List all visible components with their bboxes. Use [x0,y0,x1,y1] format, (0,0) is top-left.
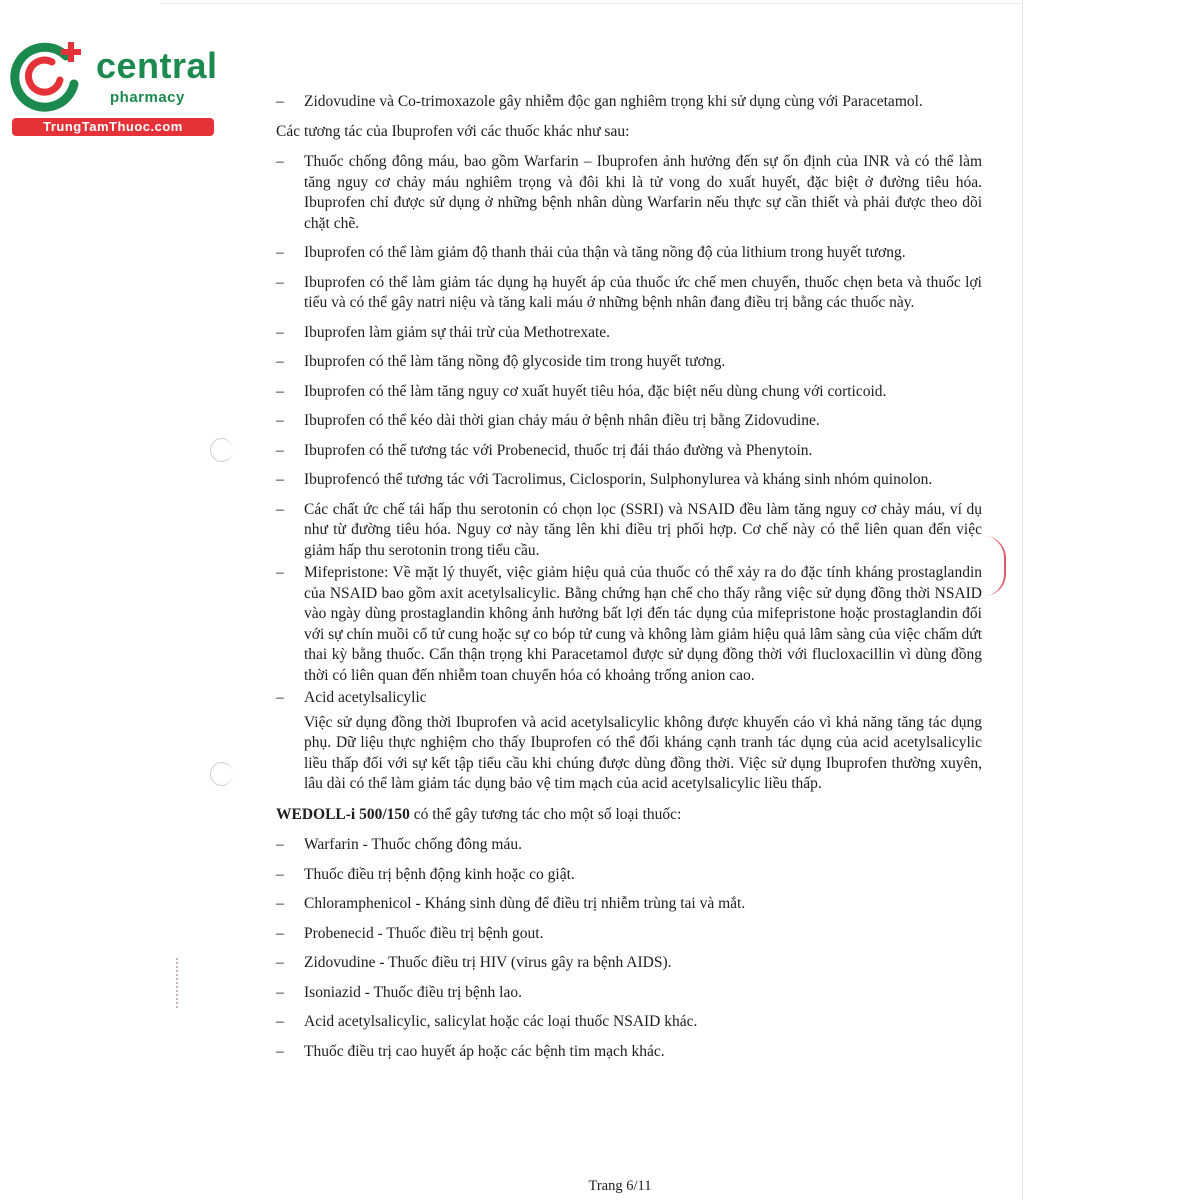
punch-hole-mark [210,762,233,786]
section-heading-text: có thể gây tương tác cho một số loại thuốc: [409,805,682,823]
list-dash: – [276,924,284,942]
list-item [270,500,982,562]
list-item-text: Ibuprofencó thể tương tác với Tacrolimus, Ciclosporin, Sulphonylurea và kháng sinh nhóm quinolon. [304,471,933,488]
list-item [270,323,982,344]
list-item [270,441,982,462]
list-dash: – [276,153,284,170]
list-dash: – [276,954,284,971]
list-item-text: Ibuprofen làm giảm sự thải trừ của Methotrexate. [304,323,611,341]
list-item [270,273,982,314]
list-dash: – [276,244,284,261]
list-item [270,352,982,373]
pharmacy-cross-icon [8,36,90,116]
list-item [270,92,982,113]
list-item [270,835,982,856]
list-item [270,152,982,234]
margin-scan-marks [176,958,184,1008]
list-dash: – [276,1013,284,1030]
list-item-text: Zidovudine - Thuốc điều trị HIV (virus gây ra bệnh AIDS). [304,954,672,971]
list-item [270,382,982,403]
list-item [270,1012,982,1033]
list-item-text: Ibuprofen có thể làm tăng nguy cơ xuất huyết tiêu hóa, đặc biệt nếu dùng chung với corticoid. [304,382,887,400]
list-dash: – [276,353,284,370]
list-dash: – [276,689,284,706]
list-item-text: Thuốc chống đông máu, bao gồm Warfarin – Ibuprofen ảnh hưởng đến sự ổn định của INR và có thể làm tăng nguy cơ chảy máu nghiêm trọng và đôi khi là tử vong do xuất huyết, đặc biệt ở đường tiêu hóa. Ibuprofen chỉ được sử dụng ở những bệnh nhân dùng Warfarin nếu thực sự cần thiết và phải được theo dõi chặt chẽ. [304,153,982,232]
list-dash: – [276,93,284,110]
list-item [270,563,982,686]
product-name: WEDOLL-i 500/150 [276,805,410,823]
list-item [270,411,982,432]
page-number: Trang 6/11 [588,1178,652,1194]
list-item [270,688,982,709]
punch-hole-mark [210,438,233,462]
list-item [270,470,982,491]
list-item-text: Warfarin - Thuốc chống đông máu. [304,836,522,853]
list-item [270,1042,982,1063]
list-dash: – [276,836,284,853]
list-item-text: Chloramphenicol - Kháng sinh dùng để điều trị nhiễm trùng tai và mắt. [304,895,746,912]
list-dash: – [276,1042,284,1060]
list-item [270,894,982,915]
list-item-text: Thuốc điều trị cao huyết áp hoặc các bệnh tim mạch khác. [304,1042,665,1060]
list-item-text: Ibuprofen có thể làm giảm tác dụng hạ huyết áp của thuốc ức chế men chuyển, thuốc chẹn beta và thuốc lợi tiểu và có thể gây natri niệu và tăng kali máu ở những bệnh nhân đang điều trị bằng các thuốc này. [304,273,982,311]
logo-name: central [96,45,218,86]
section-heading-ibuprofen: Các tương tác của Ibuprofen với các thuốc khác như sau: [276,122,630,140]
list-dash: – [276,564,284,581]
list-item-text: Thuốc điều trị bệnh động kinh hoặc co giật. [304,865,575,883]
list-dash: – [276,895,284,912]
list-item-text: Ibuprofen có thể làm giảm độ thanh thải của thận và tăng nồng độ của lithium trong huyết tương. [304,244,906,261]
logo-subtitle: pharmacy [110,89,185,106]
list-dash: – [276,273,284,291]
list-dash: – [276,500,284,518]
list-dash: – [276,471,284,488]
list-dash: – [276,382,284,400]
list-item-text: Ibuprofen có thể làm tăng nồng độ glycoside tim trong huyết tương. [304,353,726,370]
margin-bracket-mark [984,536,1006,596]
acid-acetylsalicylic-paragraph: Việc sử dụng đồng thời Ibuprofen và acid acetylsalicylic không được khuyến cáo vì khả năng tăng tác dụng phụ. Dữ liệu thực nghiệm cho thấy Ibuprofen có thể đối kháng cạnh tranh tác dụng của acid acetylsalicylic liều thấp đối với sự kết tập tiểu cầu khi chúng được dùng đồng thời. Việc sử dụng Ibuprofen thường xuyên, lâu dài có thể làm giảm tác dụng bảo vệ tim mạch của acid acetylsalicylic liều thấp. [304,713,982,792]
document-body [270,92,982,1071]
list-item [270,865,982,886]
list-item [270,243,982,264]
list-item [270,953,982,974]
list-item-text: Acid acetylsalicylic [304,689,427,706]
logo-site-banner: TrungTamThuoc.com [12,118,214,136]
list-item-text: Ibuprofen có thể kéo dài thời gian chảy máu ở bệnh nhân điều trị bằng Zidovudine. [304,412,820,429]
page-right-edge [1022,0,1023,1200]
list-item-text: Mifepristone: Về mặt lý thuyết, việc giảm hiệu quả của thuốc có thể xảy ra do đặc tính kháng prostaglandin của NSAID bao gồm axit acetylsalicylic. Bằng chứng hạn chế cho thấy rằng việc sử dụng đồng thời NSAID vào ngày dùng prostaglandin không ảnh hưởng bất lợi đến tác dụng của mifepristone hoặc prostaglandin đối với sự chín muồi cổ tử cung hoặc sự co bóp tử cung và không làm giảm hiệu quả lâm sàng của việc chấm dứt thai kỳ bằng thuốc. Cẩn thận trọng khi Paracetamol được sử dụng đồng thời với flucloxacillin vì dùng đồng thời có liên quan đến nhiễm toan chuyển hóa có khoảng trống anion cao. [304,564,982,684]
page-top-edge [160,3,1022,4]
list-item-text: Ibuprofen có thể tương tác với Probenecid, thuốc trị đái tháo đường và Phenytoin. [304,441,813,459]
list-dash: – [276,323,284,341]
list-item-text: Các chất ức chế tái hấp thu serotonin có chọn lọc (SSRI) và NSAID đều làm tăng nguy cơ chảy máu, ví dụ như từ đường tiêu hóa. Nguy cơ này tăng lên khi điều trị phối hợp. Cơ chế này có thể liên quan đến việc giảm hấp thu serotonin trong tiểu cầu. [304,500,982,559]
list-dash: – [276,412,284,429]
list-item [270,924,982,945]
list-item-text: Acid acetylsalicylic, salicylat hoặc các loại thuốc NSAID khác. [304,1013,698,1030]
list-dash: – [276,865,284,883]
list-dash: – [276,983,284,1001]
section-heading-wedoll [276,805,982,826]
list-item-text: Probenecid - Thuốc điều trị bệnh gout. [304,924,544,942]
list-item-text: Isoniazid - Thuốc điều trị bệnh lao. [304,983,522,1001]
list-item [270,983,982,1004]
central-pharmacy-logo[interactable] [8,36,218,136]
list-dash: – [276,441,284,459]
list-item-text: Zidovudine và Co-trimoxazole gây nhiễm độc gan nghiêm trọng khi sử dụng cùng với Paracetamol. [304,93,923,110]
